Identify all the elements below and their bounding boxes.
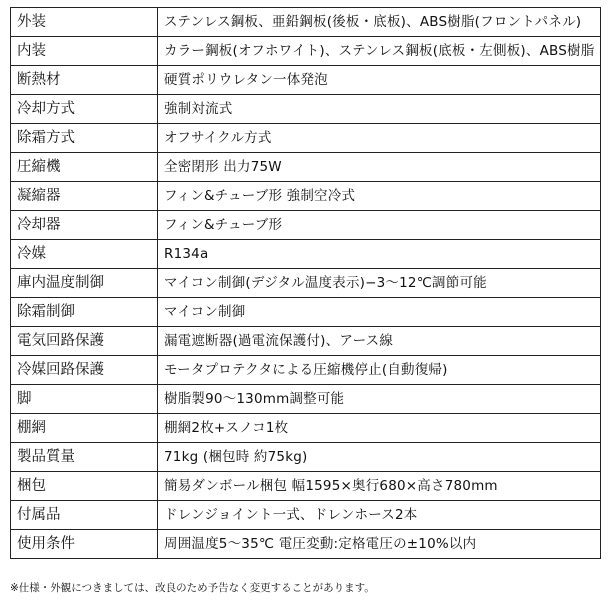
spec-value: マイコン制御(デジタル温度表示)−3〜12℃調節可能: [158, 269, 601, 298]
table-row: [11, 37, 601, 66]
spec-value: ステンレス鋼板、亜鉛鋼板(後板・底板)、ABS樹脂(フロントパネル): [158, 8, 601, 37]
spec-label: 冷媒: [11, 240, 158, 269]
table-row: [11, 327, 601, 356]
spec-label: 凝縮器: [11, 182, 158, 211]
spec-label: 棚網: [11, 414, 158, 443]
spec-label: 内装: [11, 37, 158, 66]
spec-value: 硬質ポリウレタン一体発泡: [158, 66, 601, 95]
spec-value: オフサイクル方式: [158, 124, 601, 153]
spec-label: 圧縮機: [11, 153, 158, 182]
table-row: [11, 501, 601, 530]
table-row: [11, 443, 601, 472]
table-row: [11, 385, 601, 414]
spec-label: 庫内温度制御: [11, 269, 158, 298]
spec-label: 冷却方式: [11, 95, 158, 124]
spec-label: 除霜方式: [11, 124, 158, 153]
spec-label: 付属品: [11, 501, 158, 530]
spec-value: マイコン制御: [158, 298, 601, 327]
table-row: [11, 124, 601, 153]
footnote: ※仕様・外観につきましては、改良のため予告なく変更することがあります。: [10, 582, 375, 594]
spec-label: 製品質量: [11, 443, 158, 472]
spec-table-body: [11, 8, 601, 559]
spec-value: 漏電遮断器(過電流保護付)、アース線: [158, 327, 601, 356]
spec-value: 71kg (梱包時 約75kg): [158, 443, 601, 472]
spec-table: [10, 7, 601, 559]
table-row: [11, 298, 601, 327]
table-row: [11, 472, 601, 501]
table-row: [11, 211, 601, 240]
table-row: [11, 95, 601, 124]
table-row: [11, 530, 601, 559]
spec-value: 簡易ダンボール梱包 幅1595×奥行680×高さ780mm: [158, 472, 601, 501]
spec-value: 周囲温度5〜35℃ 電圧変動:定格電圧の±10%以内: [158, 530, 601, 559]
spec-label: 断熱材: [11, 66, 158, 95]
spec-value: ドレンジョイント一式、ドレンホース2本: [158, 501, 601, 530]
table-row: [11, 269, 601, 298]
spec-value: 強制対流式: [158, 95, 601, 124]
spec-label: 脚: [11, 385, 158, 414]
table-row: [11, 240, 601, 269]
table-row: [11, 182, 601, 211]
table-row: [11, 414, 601, 443]
table-row: [11, 153, 601, 182]
spec-label: 使用条件: [11, 530, 158, 559]
spec-value: 樹脂製90〜130mm調整可能: [158, 385, 601, 414]
table-row: [11, 8, 601, 37]
spec-label: 梱包: [11, 472, 158, 501]
spec-value: フィン&チューブ形 強制空冷式: [158, 182, 601, 211]
spec-label: 電気回路保護: [11, 327, 158, 356]
spec-value: フィン&チューブ形: [158, 211, 601, 240]
spec-label: 冷媒回路保護: [11, 356, 158, 385]
spec-value: 棚網2枚+スノコ1枚: [158, 414, 601, 443]
table-row: [11, 66, 601, 95]
spec-label: 外装: [11, 8, 158, 37]
spec-value: カラー鋼板(オフホワイト)、ステンレス鋼板(底板・左側板)、ABS樹脂: [158, 37, 601, 66]
spec-label: 冷却器: [11, 211, 158, 240]
spec-label: 除霜制御: [11, 298, 158, 327]
spec-value: 全密閉形 出力75W: [158, 153, 601, 182]
spec-value: R134a: [158, 240, 601, 269]
spec-value: モータプロテクタによる圧縮機停止(自動復帰): [158, 356, 601, 385]
table-row: [11, 356, 601, 385]
